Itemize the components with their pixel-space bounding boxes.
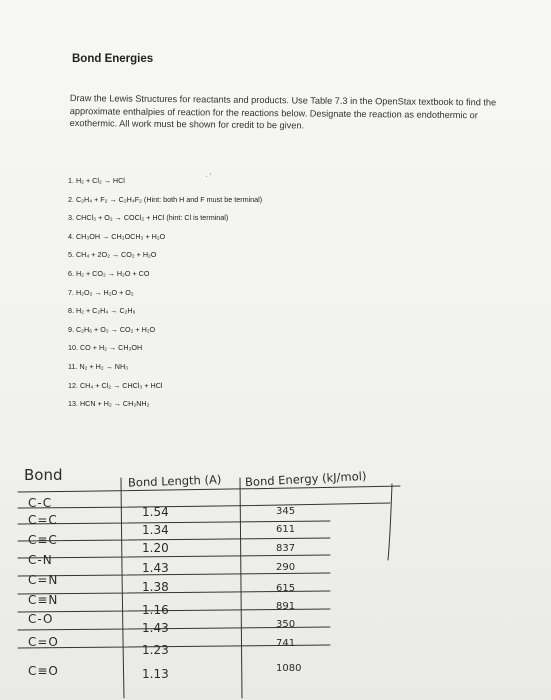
- header-divider: [18, 486, 400, 492]
- cell-bond: C=O: [28, 635, 59, 649]
- cell-energy: 891: [276, 601, 296, 612]
- reaction-item: 5. CH₄ + 2O₂ → CO₂ + H₂O: [68, 250, 157, 260]
- cell-energy: 350: [276, 619, 296, 630]
- cell-bond: C-O: [28, 612, 54, 626]
- cell-bond: C≡O: [28, 664, 59, 678]
- reaction-item: 3. CHCl₃ + O₂ → COCl₂ + HCl (hint: Cl is terminal): [68, 213, 229, 223]
- cell-length: 1.43: [142, 621, 169, 635]
- cell-bond: C=C: [28, 513, 58, 527]
- reaction-item: 4. CH₃OH → CH₃OCH₃ + H₂O: [68, 231, 166, 241]
- reaction-item: 1. H₂ + Cl₂ → HCl: [68, 176, 125, 185]
- cell-length: 1.43: [142, 561, 169, 575]
- header-bond-energy: Bond Energy (kJ/mol): [244, 468, 367, 490]
- row-line: [18, 538, 330, 541]
- cell-length: 1.38: [142, 580, 169, 594]
- reaction-item: 11. N₂ + H₂ → NH₃: [68, 361, 129, 371]
- cell-bond: C=N: [28, 573, 59, 587]
- reaction-item: 12. CH₄ + Cl₂ → CHCl₃ + HCl: [68, 380, 163, 390]
- reaction-item: 13. HCN + H₂ → CH₃NH₂: [68, 399, 150, 409]
- reaction-item: 7. H₂O₂ → H₂O + O₂: [68, 287, 134, 297]
- cell-length: 1.20: [142, 541, 169, 555]
- row-line: [18, 555, 330, 558]
- reaction-item: 9. C₂H₆ + O₂ → CO₂ + H₂O: [68, 324, 156, 334]
- reaction-item: 10. CO + H₂ → CH₃OH: [68, 343, 143, 353]
- cell-length: 1.34: [142, 523, 169, 537]
- column-divider: [121, 478, 124, 698]
- instructions-paragraph: Draw the Lewis Structures for reactants and products. Use Table 7.3 in the OpenStax textbook to find the approximate enthalpies of reaction for the reactions below. Designate the reaction as endothermic or exothermic. All work must be shown for credit to be given.: [69, 92, 497, 131]
- stray-mark: · ′: [205, 172, 212, 181]
- reaction-item: 2. C₂H₄ + F₂ → C₂H₄F₂ (Hint: both H and F must be terminal): [68, 194, 263, 204]
- header-underline: [18, 503, 390, 508]
- header-bond-length: Bond Length (A): [127, 472, 222, 490]
- cell-bond: C-C: [28, 496, 53, 510]
- cell-energy: 290: [276, 562, 296, 573]
- header-bond: Bond: [24, 466, 63, 484]
- cell-energy: 615: [276, 583, 296, 594]
- column-divider: [240, 478, 242, 698]
- cell-bond: C≡C: [28, 533, 58, 547]
- cell-length: 1.23: [142, 643, 169, 657]
- cell-energy: 741: [276, 638, 296, 649]
- cell-energy: 611: [276, 524, 296, 535]
- page-title: Bond Energies: [72, 53, 154, 65]
- reaction-item: 8. H₂ + C₂H₄ → C₂H₆: [68, 306, 136, 316]
- cell-length: 1.54: [142, 505, 169, 519]
- row-line: [18, 573, 330, 576]
- cell-energy: 1080: [276, 663, 302, 674]
- cell-energy: 837: [276, 543, 296, 554]
- cell-length: 1.13: [142, 667, 169, 681]
- cell-length: 1.16: [142, 603, 169, 617]
- cell-energy: 345: [276, 506, 296, 517]
- cell-bond: C≡N: [28, 593, 59, 607]
- column-divider: [388, 484, 392, 560]
- cell-bond: C-N: [28, 553, 53, 567]
- reaction-item: 6. H₂ + CO₂ → H₂O + CO: [68, 268, 150, 278]
